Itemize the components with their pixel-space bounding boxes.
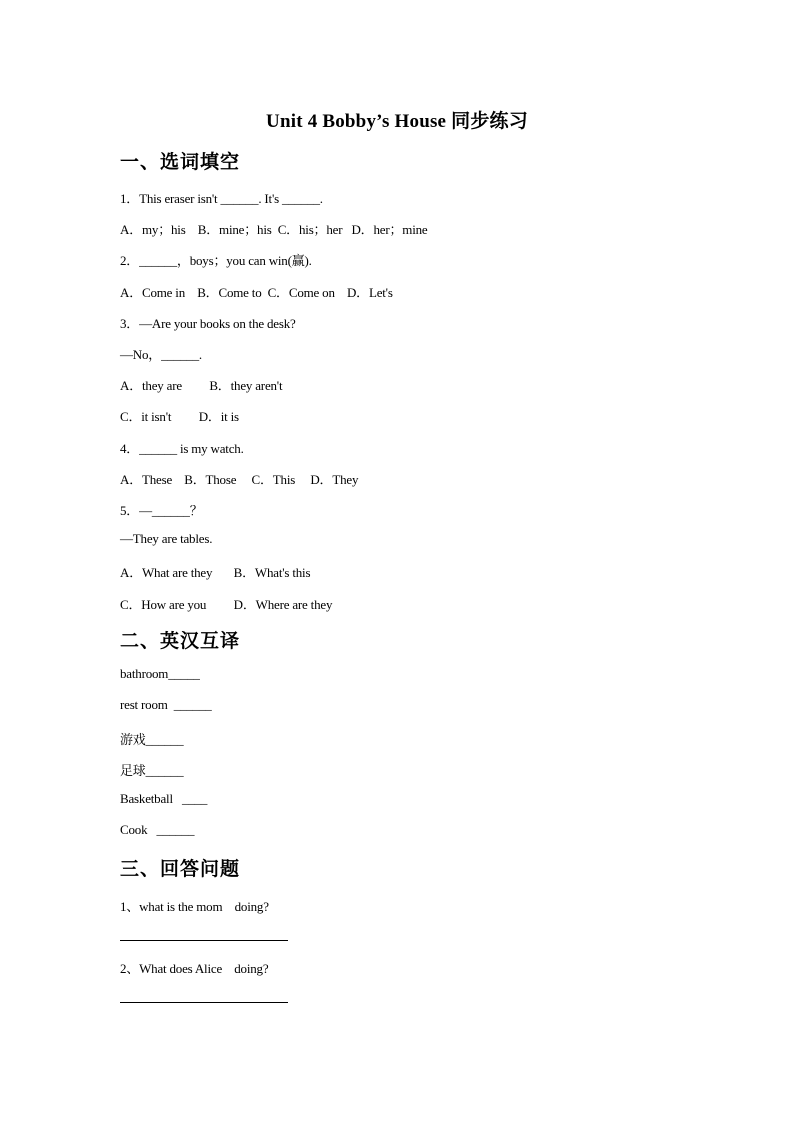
answer-question-2: 2、What does Alice doing? — [120, 961, 269, 976]
question-3-options-cd: C．it isn't D．it is — [120, 409, 239, 424]
answer-line-1 — [120, 940, 288, 941]
question-2-options: A．Come in B．Come to C．Come on D．Let's — [120, 285, 393, 300]
translate-item-2: rest room ______ — [120, 697, 212, 712]
question-5-options-ab: A．What are they B．What's this — [120, 565, 311, 580]
question-4: 4．______ is my watch. — [120, 441, 244, 456]
translate-item-4: 足球______ — [120, 763, 184, 778]
answer-question-1: 1、what is the mom doing? — [120, 899, 269, 914]
question-3: 3．—Are your books on the desk? — [120, 316, 296, 331]
section-heading-answer: 三、回答问题 — [120, 858, 241, 880]
question-4-options: A．These B．Those C．This D．They — [120, 472, 359, 487]
translate-item-5: Basketball ____ — [120, 791, 208, 806]
section-heading-fill-in: 一、选词填空 — [120, 151, 241, 173]
translate-item-6: Cook ______ — [120, 822, 195, 837]
translate-item-3: 游戏______ — [120, 732, 184, 747]
question-3-reply: —No，______. — [120, 347, 202, 362]
page-title: Unit 4 Bobby’s House 同步练习 — [266, 111, 528, 132]
question-2: 2．______，boys；you can win(赢). — [120, 253, 312, 268]
translate-item-1: bathroom_____ — [120, 666, 200, 681]
section-heading-translate: 二、英汉互译 — [120, 630, 241, 652]
question-5-options-cd: C．How are you D．Where are they — [120, 597, 333, 612]
question-1-options: A．my；his B．mine；his C．his；her D．her；mine — [120, 222, 428, 237]
question-5: 5．—______？ — [120, 503, 203, 518]
question-5-reply: —They are tables. — [120, 531, 213, 546]
answer-line-2 — [120, 1002, 288, 1003]
question-3-options-ab: A．they are B．they aren't — [120, 378, 283, 393]
question-1: 1．This eraser isn't ______. It's ______. — [120, 191, 323, 206]
